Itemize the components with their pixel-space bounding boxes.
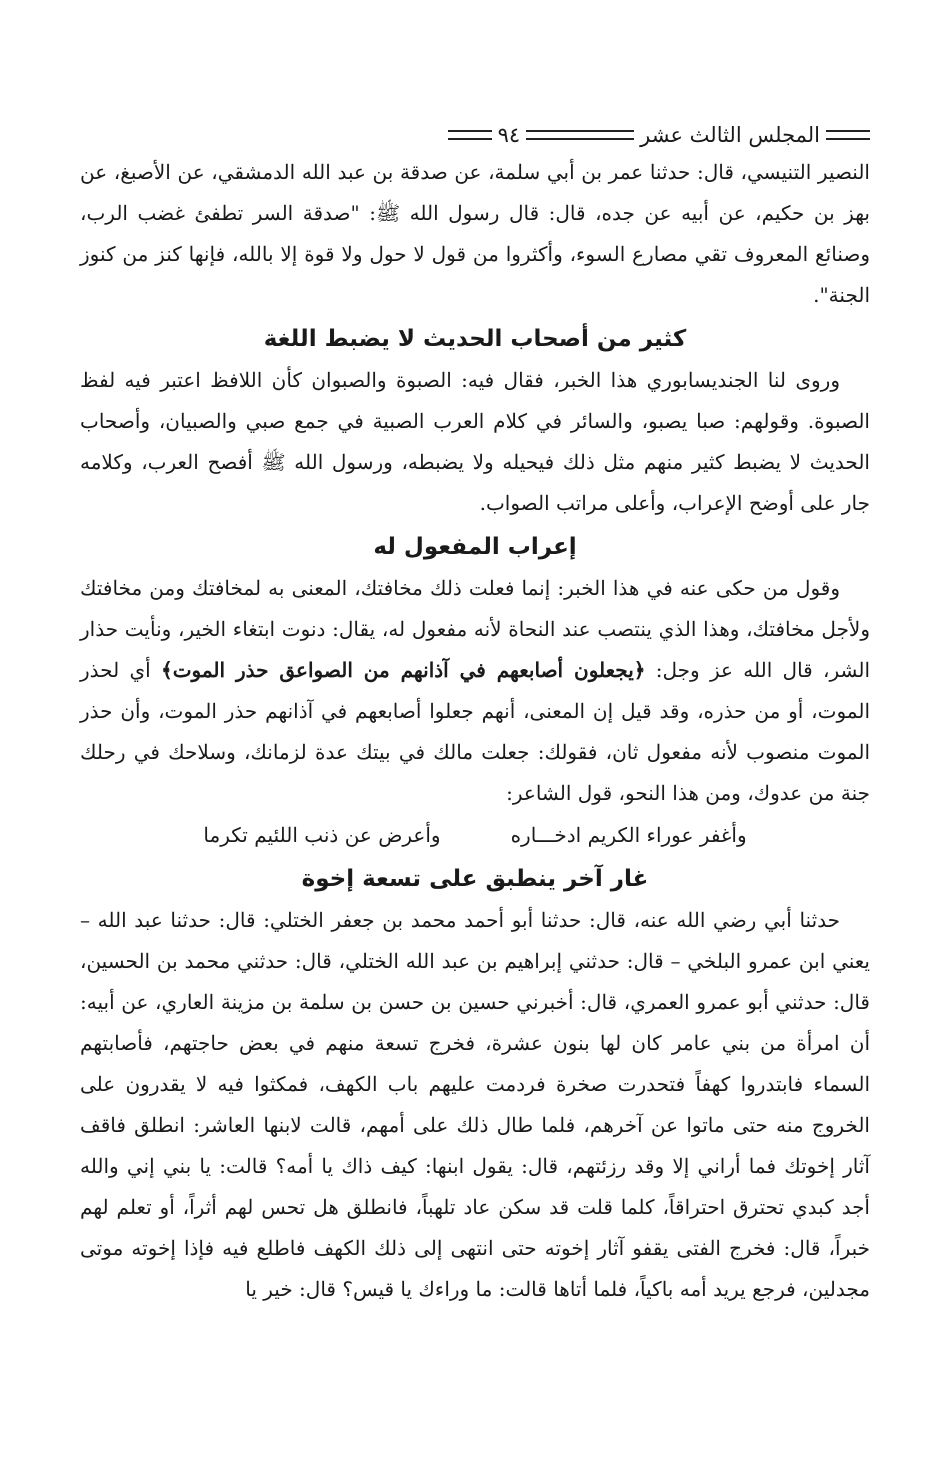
section-heading-cave-brothers: غار آخر ينطبق على تسعة إخوة (301, 866, 649, 892)
section-paragraph-maful-lahu (80, 568, 870, 814)
page-number: ٩٤ (497, 123, 521, 147)
paragraph-text-after-verse: أي لحذر الموت، أو من حذره، وقد قيل إن المعنى، أنهم جعلوا أصابعهم في آذانهم حذر الموت، وأن حذر الموت منصوب لأنه مفعول ثان، فقولك: جعلت مالك في بيتك عدة لزمانك، وسلاحك في رحلك جنة من عدوك، ومن هذا النحو، قول الشاعر: (80, 658, 870, 805)
section-paragraph-cave-brothers: حدثنا أبي رضي الله عنه، قال: حدثنا أبو أحمد محمد بن جعفر الختلي: قال: حدثنا عبد الله – يعني ابن عمرو البلخي – قال: حدثني إبراهيم بن عبد الله الختلي، قال: حدثني محمد بن الحسين، قال: حدثني أبو عمرو العمري، قال: أخبرني حسين بن حسن بن سلمة بن مزينة العاري، عن أبيه: أن امرأة من بني عامر كان لها بنون عشرة، فخرج تسعة منهم في بعض حاجتهم، فأصابتهم السماء فابتدروا كهفاً فتحدرت صخرة فردمت عليهم باب الكهف، فمكثوا فيه لا يقدرون على الخروج منه حتى ماتوا عن آخرهم، فلما طال ذلك على أمهم، قالت لابنها العاشر: انطلق فاقف آثار إخوتك فما أراني إلا وقد رزئتهم، قال: يقول ابنها: كيف ذاك يا أمه؟ قالت: يا بني إني والله أجد كبدي تحترق احتراقاً، كلما قلت قد سكن عاد تلهباً، فانطلق هل تحس لهم أثراً، أو تعلم لهم خبراً، قال: فخرج الفتى يقفو آثار إخوته حتى انتهى إلى ذلك الكهف فاطلع فيه فإذا إخوته موتى مجدلين، فرجع يريد أمه باكياً، فلما أتاها قالت: ما وراءك يا قيس؟ قال: خير يا (80, 908, 870, 1301)
running-head-rule-left (448, 130, 492, 140)
section-heading-maful-lahu: إعراب المفعول له (373, 534, 577, 560)
page-body (80, 152, 870, 1310)
section-heading-hadith-language: كثير من أصحاب الحديث لا يضبط اللغة (263, 326, 687, 352)
quran-verse: ﴿يجعلون أصابعهم في آذانهم من الصواعق حذر الموت﴾ (160, 658, 646, 682)
verse-first-hemistich: وأغفر عوراء الكريم ادخـــاره (510, 823, 747, 847)
paragraph-text-before-verse: وقول من حكى عنه في هذا الخبر: إنما فعلت ذلك مخافتك، المعنى به لمخافتك ومن مخافتك ولأجل مخافتك، وهذا الذي ينتصب عند النحاة لأنه مفعول له، يقال: دنوت ابتغاء الخير، ونأيت حذار الشر، قال الله عز وجل: (80, 576, 871, 682)
running-head-rule-right (826, 130, 870, 140)
running-head-rule-middle (526, 130, 634, 140)
poetry-verse (80, 814, 870, 856)
chapter-title: المجلس الثالث عشر (640, 123, 820, 147)
intro-paragraph: النصير التنيسي، قال: حدثنا عمر بن أبي سلمة، عن صدقة بن عبد الله الدمشقي، عن الأصبغ، عن بهز بن حكيم، عن أبيه عن جده، قال: قال رسول الله ﷺ: "صدقة السر تطفئ غضب الرب، وصنائع المعروف تقي مصارع السوء، وأكثروا من قول لا حول ولا قوة إلا بالله، فإنها كنز من كنوز الجنة". (80, 160, 870, 307)
verse-second-hemistich: وأعرض عن ذنب اللئيم تكرما (203, 823, 441, 847)
book-page (80, 118, 870, 1310)
section-paragraph-hadith-language: وروى لنا الجنديسابوري هذا الخبر، فقال فيه: الصبوة والصبوان كأن اللافظ اعتبر فيه لفظ الصبوة. وقولهم: صبا يصبو، والسائر في كلام العرب الصبية في جمع صبي والصبيان، وأصحاب الحديث لا يضبط كثير منهم مثل ذلك فيحيله ولا يضبطه، ورسول الله ﷺ أفصح العرب، وكلامه جار على أوضح الإعراب، وأعلى مراتب الصواب. (80, 368, 870, 515)
running-head (80, 118, 870, 152)
